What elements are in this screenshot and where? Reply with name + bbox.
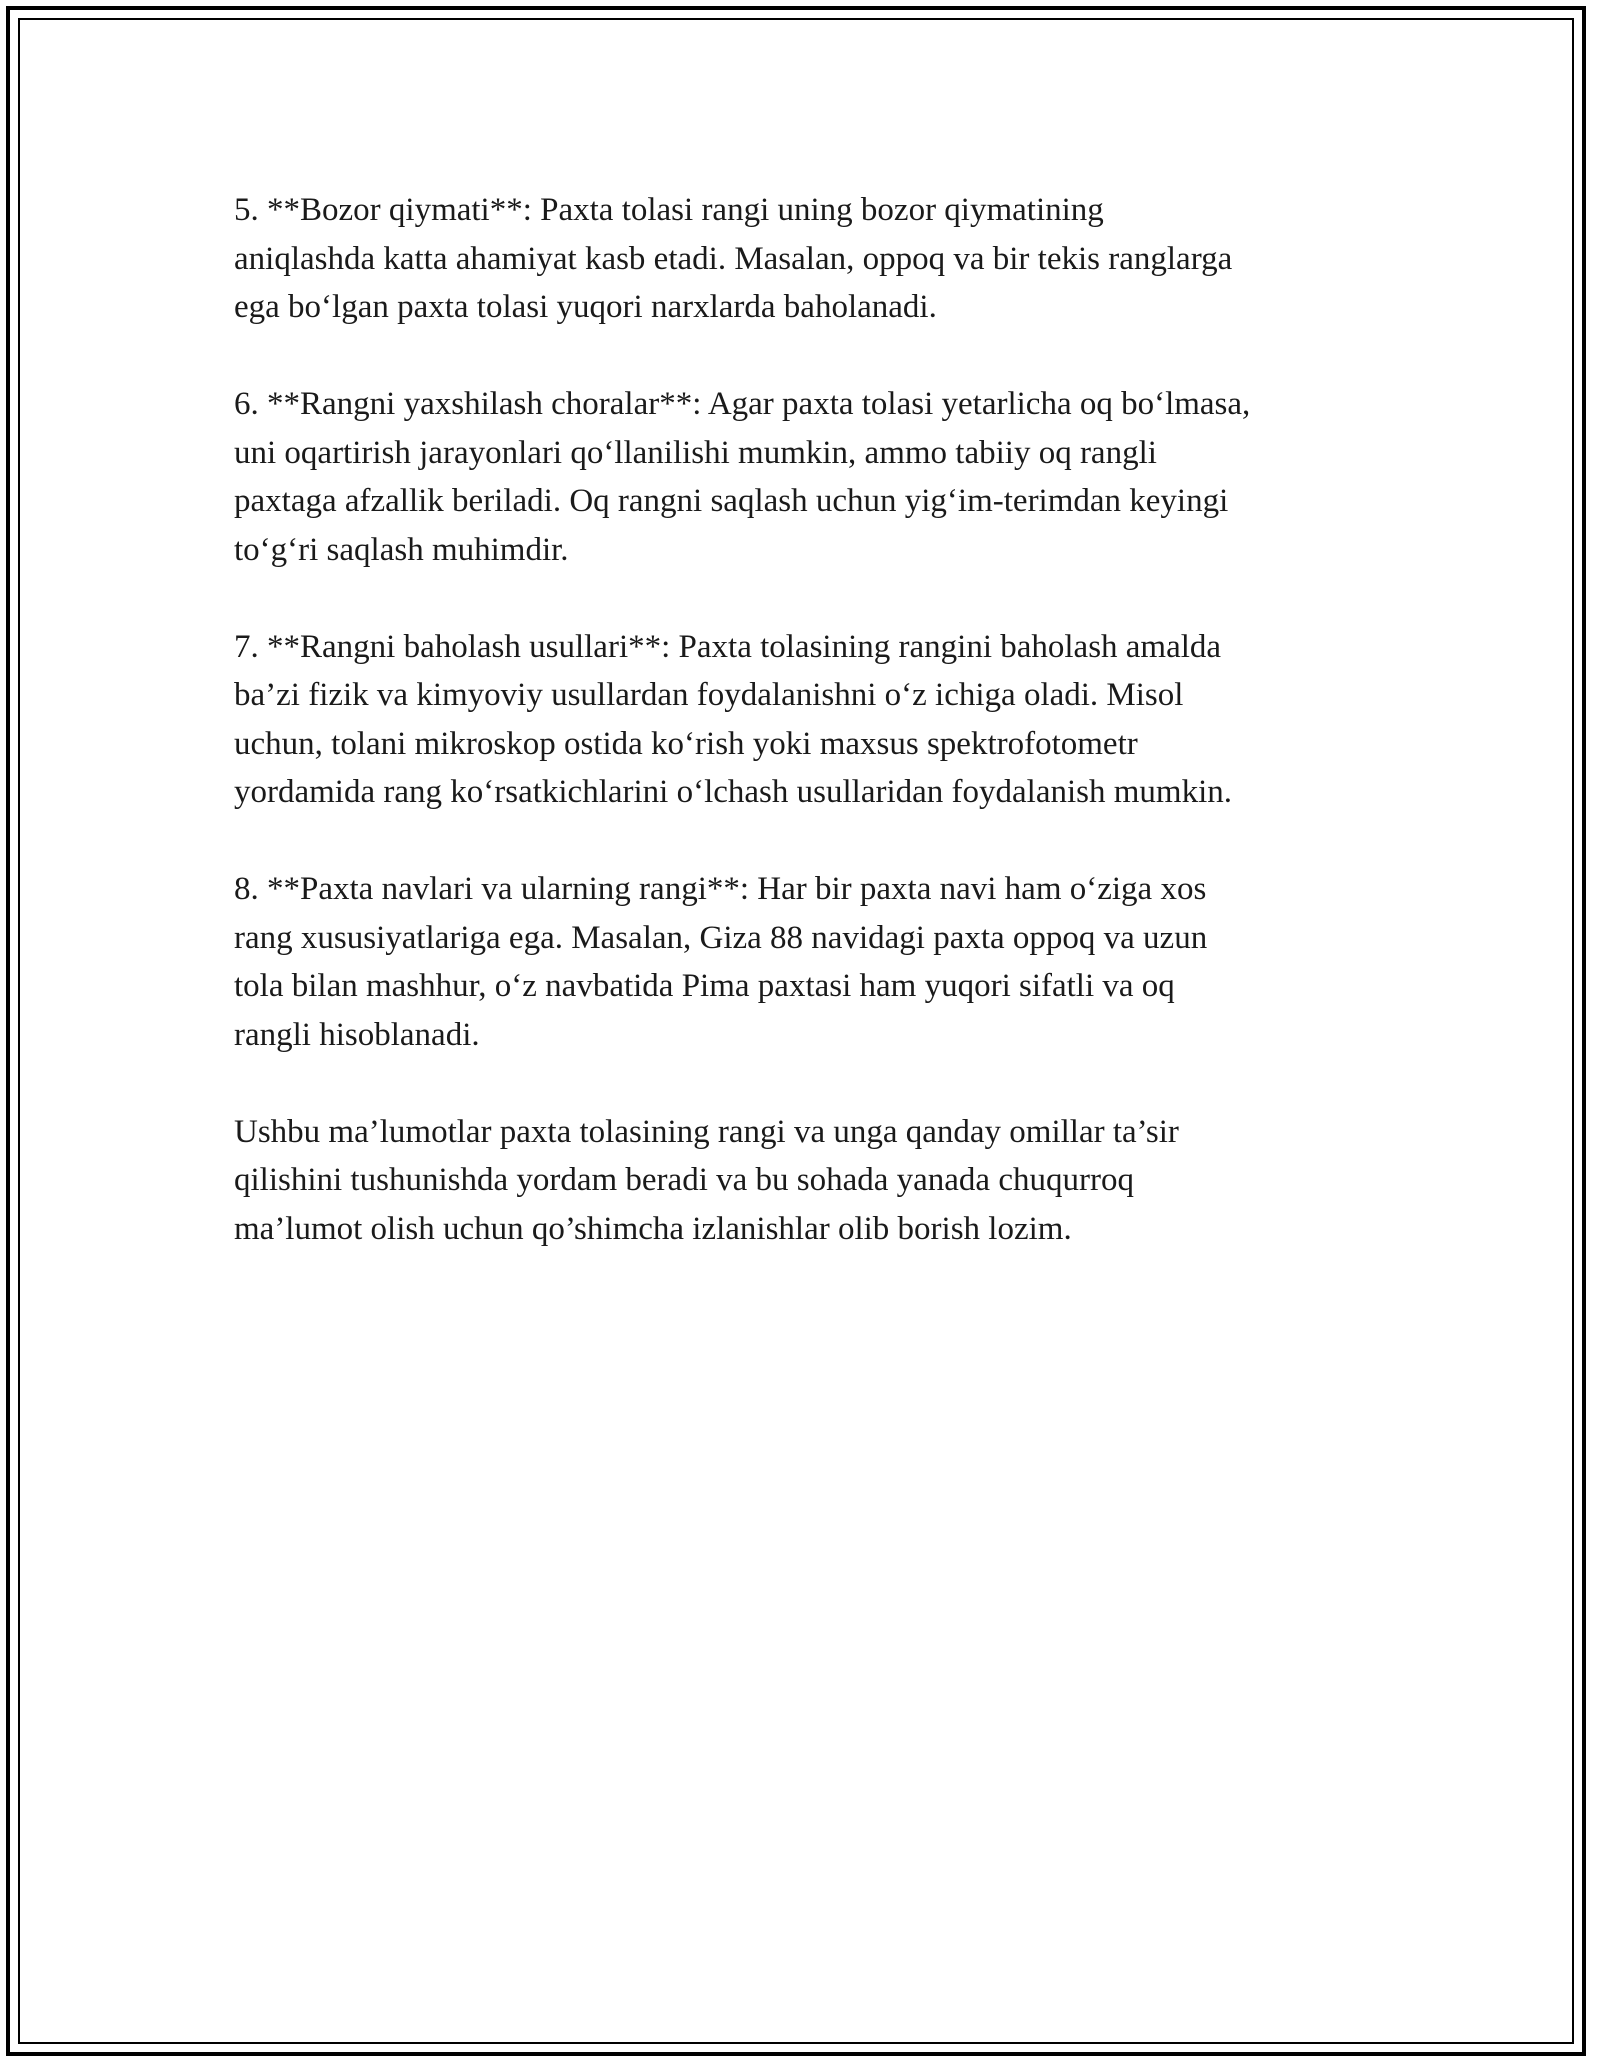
paragraph-market-value: 5. **Bozor qiymati**: Paxta tolasi rangi uning bozor qiymatining aniqlashda katta ahamiyat kasb etadi. Masalan, oppoq va bir tekis ranglarga ega bo‘lgan paxta tolasi yuqori narxlarda baholanadi. <box>234 192 1233 325</box>
paragraph-conclusion: Ushbu ma’lumotlar paxta tolasining rangi va unga qanday omillar ta’sir qilishini tushunishda yordam beradi va bu sohada yanada chuqurroq ma’lumot olish uchun qo’shimcha izlanishlar olib borish lozim. <box>234 1113 1179 1247</box>
paragraph-color-improvement: 6. **Rangni yaxshilash choralar**: Agar paxta tolasi yetarlicha oq bo‘lmasa, uni oqartirish jarayonlari qo‘llanilishi mumkin, ammo tabiiy oq rangli paxtaga afzallik beriladi. Oq rangni saqlash uchun yig‘im-terimdan keyingi to‘g‘ri saqlash muhimdir. <box>234 386 1251 568</box>
paragraph-cotton-varieties: 8. **Paxta navlari va ularning rangi**: Har bir paxta navi ham o‘ziga xos rang xususiyatlariga ega. Masalan, Giza 88 navidagi paxta oppoq va uzun tola bilan mashhur, o‘z navbatida Pima paxtasi ham yuqori sifatli va oq rangli hisoblanadi. <box>234 871 1208 1053</box>
document-body <box>234 186 1384 1302</box>
paragraph-color-assessment: 7. **Rangni baholash usullari**: Paxta tolasining rangini baholash amalda ba’zi fizik va kimyoviy usullardan foydalanishni o‘z ichiga oladi. Misol uchun, tolani mikroskop ostida ko‘rish yoki maxsus spektrofotometr yordamida rang ko‘rsatkichlarini o‘lchash usullaridan foydalanish mumkin. <box>234 628 1232 810</box>
